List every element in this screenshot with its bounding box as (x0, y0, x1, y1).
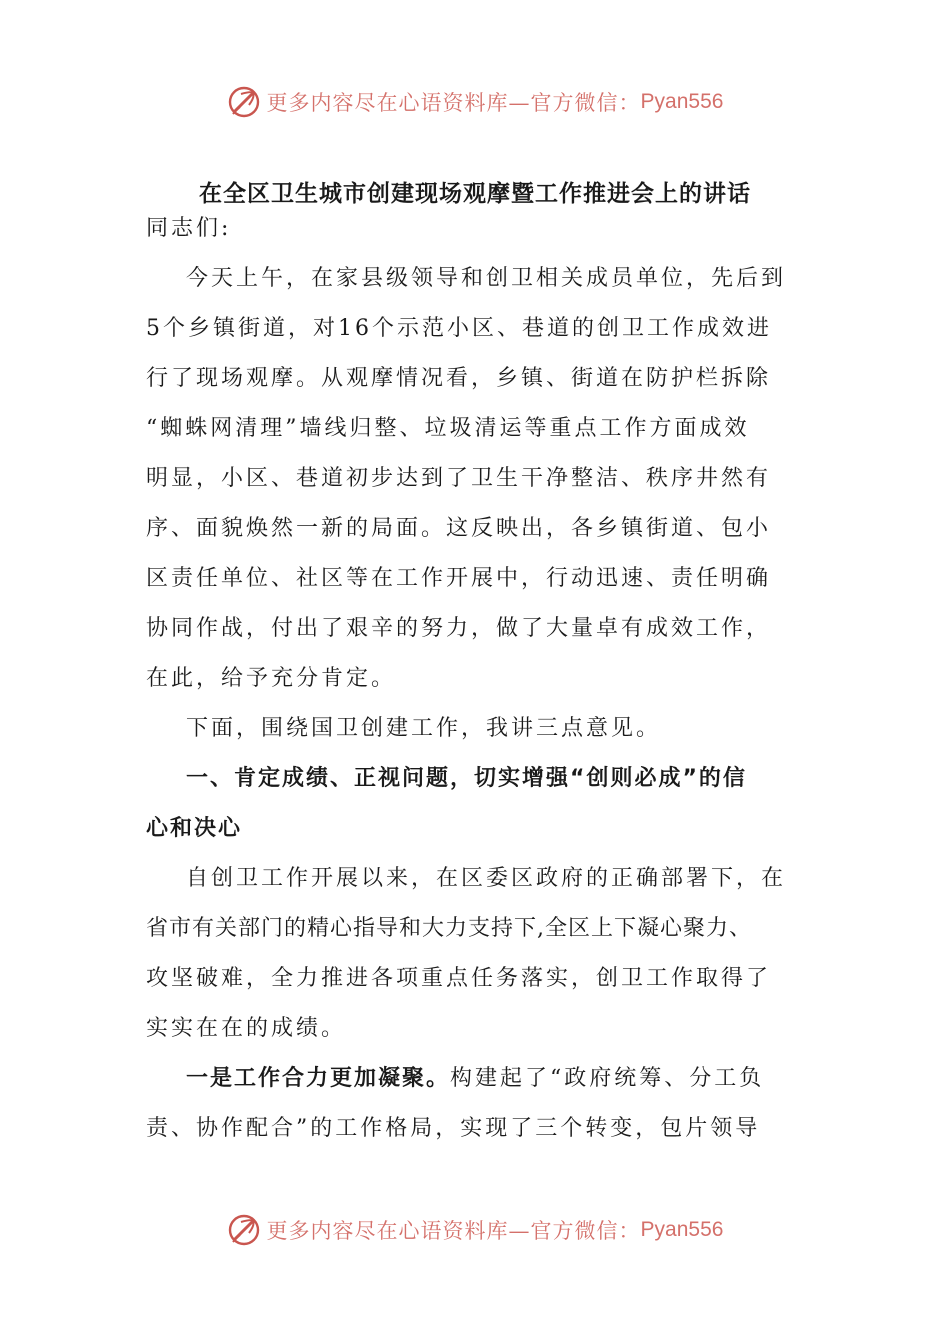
section-heading-line: 心和决心 (146, 816, 243, 841)
watermark-banner-top (0, 80, 950, 124)
watermark-text: 更多内容尽在心语资料库—官方微信： (266, 91, 641, 115)
paragraph-line: 今天上午，在家县级领导和创卫相关成员单位，先后到 (186, 266, 787, 291)
paragraph-line: 区责任单位、社区等在工作开展中，行动迅速、责任明确 (146, 566, 772, 591)
watermark-wechat-id: Pyan556 (640, 90, 724, 113)
paragraph-line: 5个乡镇街道，对16个示范小区、巷道的创卫工作成效进 (146, 316, 772, 341)
paragraph-line: 在此，给予充分肯定。 (146, 666, 397, 691)
watermark-banner-bottom (0, 1208, 950, 1252)
point-text: 构建起了“政府统筹、分工负 (450, 1066, 765, 1091)
paragraph-line: 实实在在的成绩。 (146, 1016, 347, 1041)
document-title: 在全区卫生城市创建现场观摩暨工作推进会上的讲话 (199, 181, 751, 207)
paragraph-line: 下面，围绕国卫创建工作，我讲三点意见。 (186, 716, 662, 741)
paragraph-line: 行了现场观摩。从观摩情况看，乡镇、街道在防护栏拆除 (146, 366, 772, 391)
salutation: 同志们: (146, 216, 232, 241)
paragraph-line: 明显，小区、巷道初步达到了卫生干净整洁、秩序井然有 (146, 466, 772, 491)
paragraph-line: 责、协作配合”的工作格局，实现了三个转变，包片领导 (146, 1116, 761, 1141)
paragraph-line: 序、面貌焕然一新的局面。这反映出，各乡镇街道、包小 (146, 516, 772, 541)
paragraph-line: 协同作战，付出了艰辛的努力，做了大量卓有成效工作， (146, 616, 772, 641)
paragraph-line: 攻坚破难，全力推进各项重点任务落实，创卫工作取得了 (146, 966, 772, 991)
watermark-wechat-id: Pyan556 (640, 1218, 724, 1241)
quill-logo-icon (227, 85, 261, 119)
paragraph-line: “蜘蛛网清理”墙线归整、垃圾清运等重点工作方面成效 (146, 416, 750, 441)
section-heading-line: 一、肯定成绩、正视问题，切实增强“创则必成”的信 (186, 766, 747, 791)
paragraph-line (146, 1054, 826, 1104)
watermark-text: 更多内容尽在心语资料库—官方微信： (266, 1219, 641, 1243)
quill-logo-icon (227, 1213, 261, 1247)
point-heading: 一是工作合力更加凝聚。 (186, 1066, 451, 1091)
paragraph-line: 自创卫工作开展以来，在区委区政府的正确部署下，在 (186, 866, 787, 891)
document-body (146, 204, 826, 1154)
paragraph-line: 省市有关部门的精心指导和大力支持下,全区上下凝心聚力、 (146, 916, 752, 941)
